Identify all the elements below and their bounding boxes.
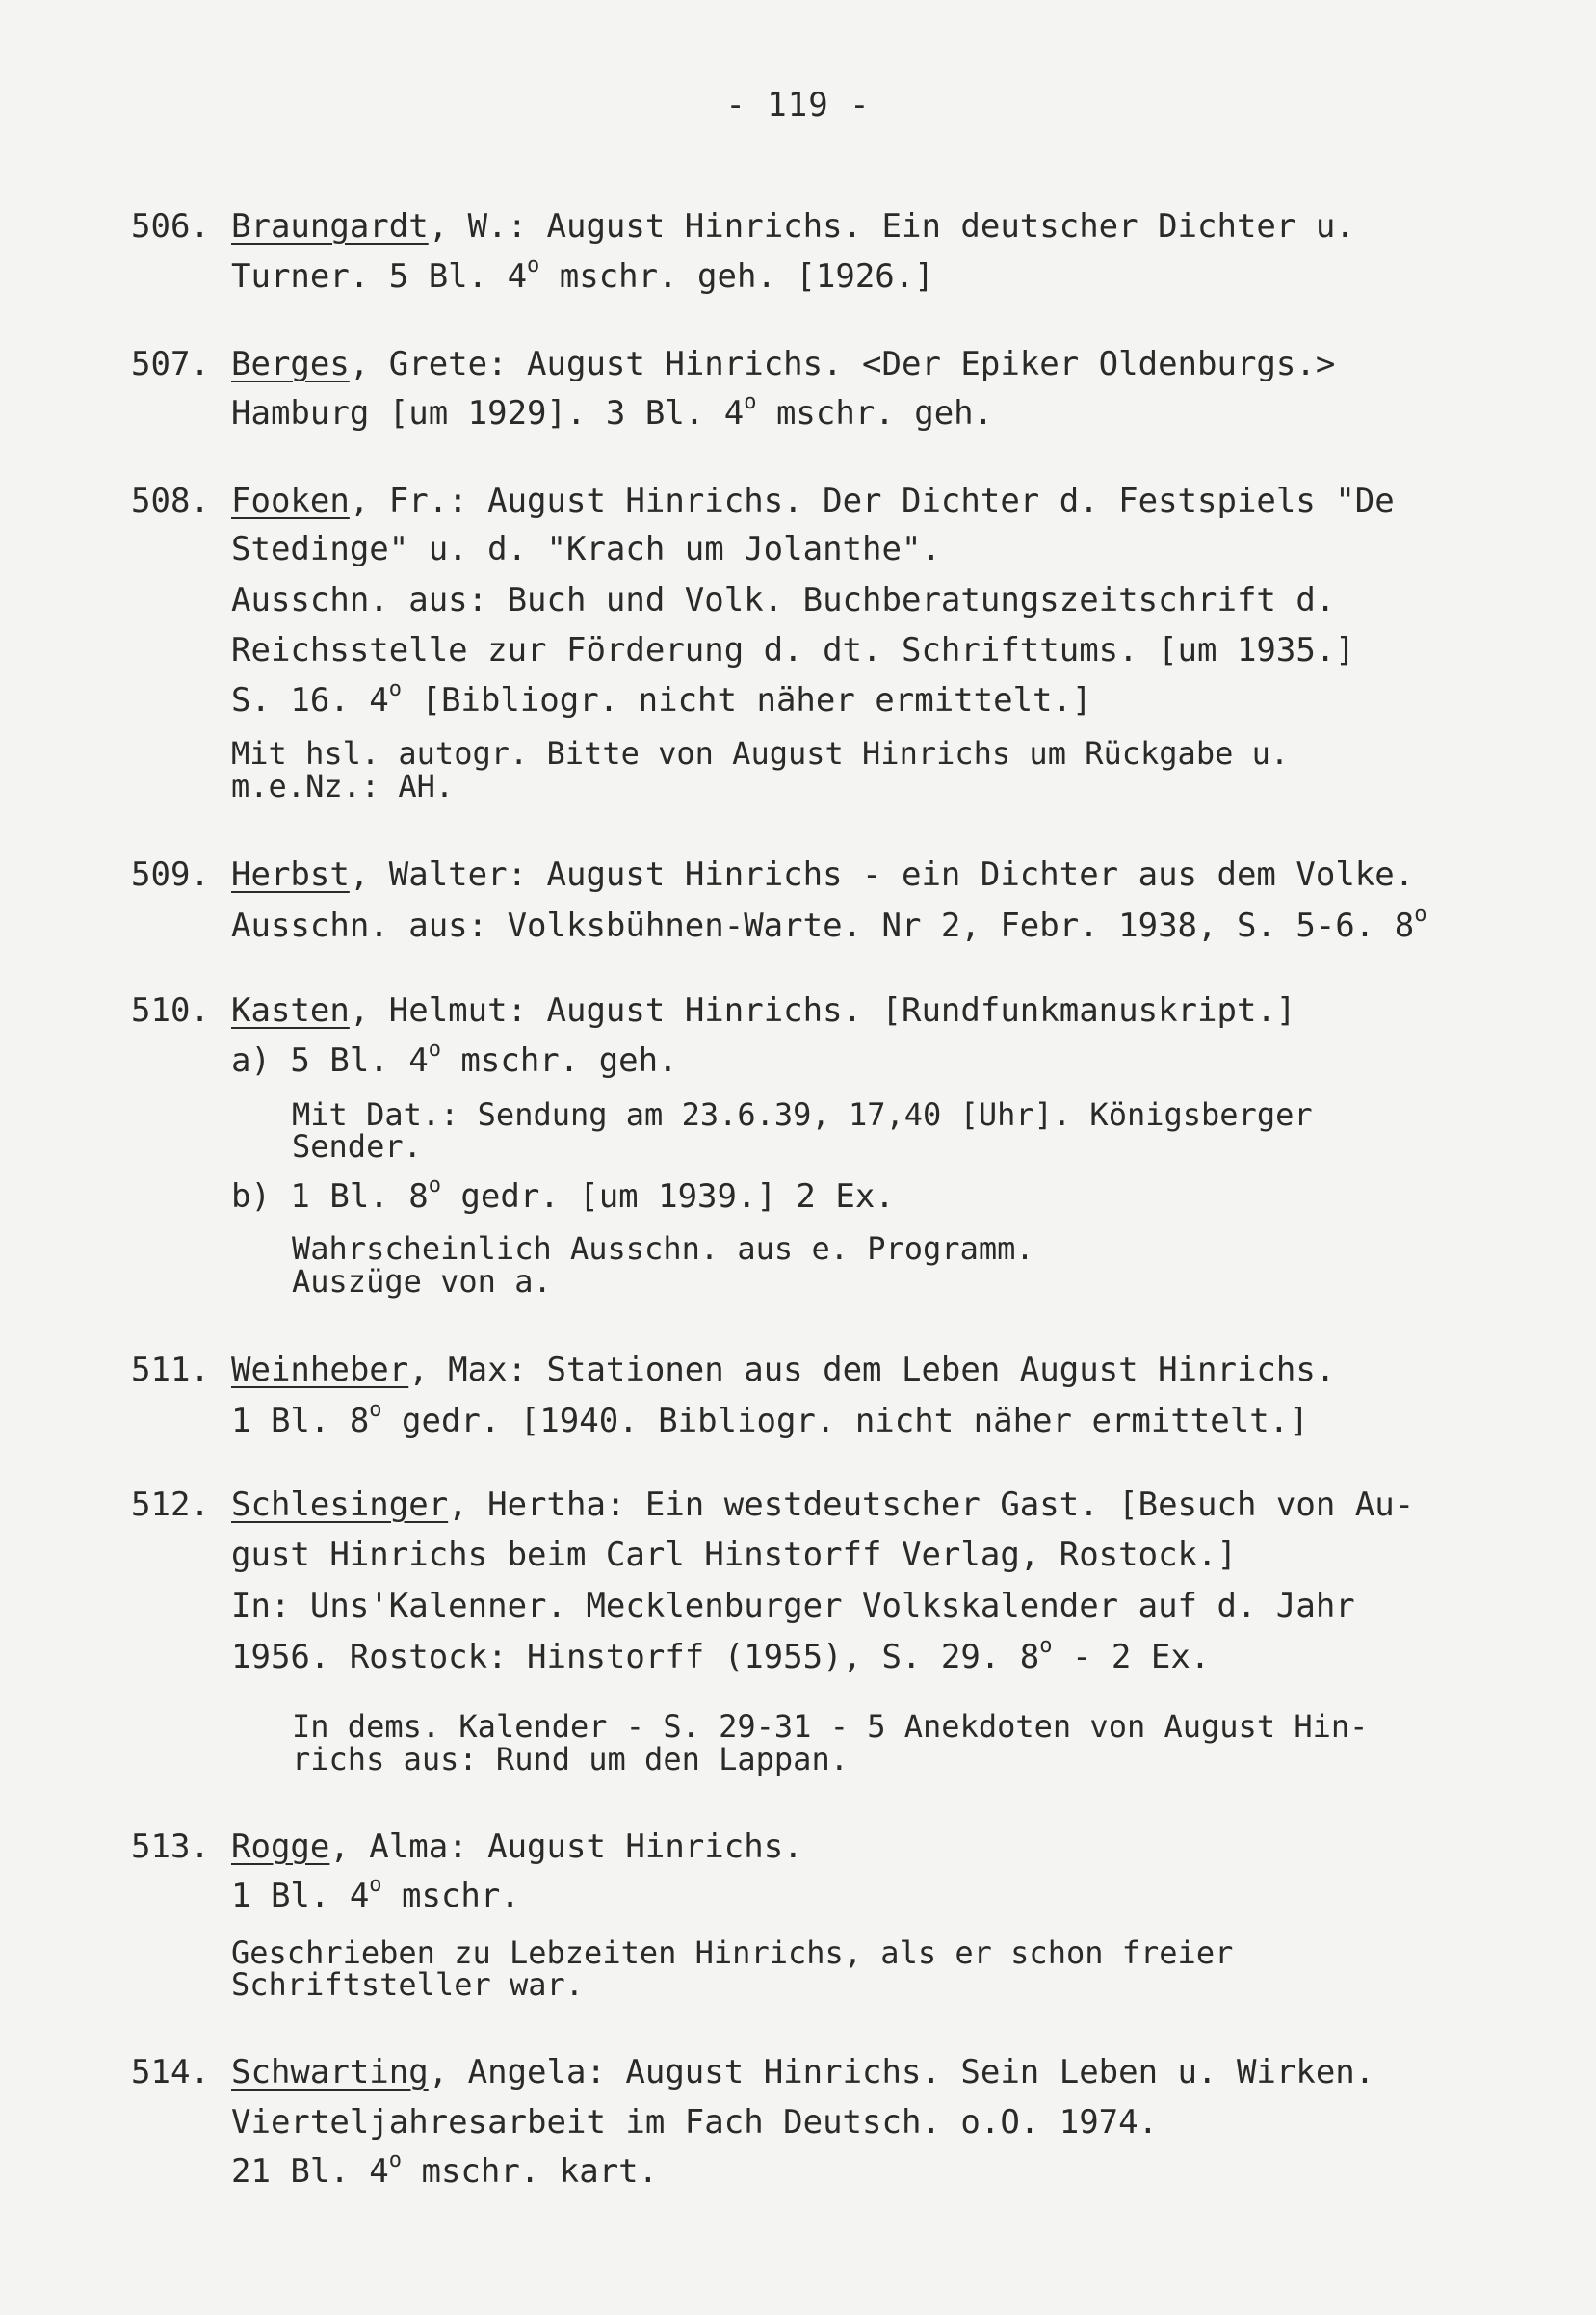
entry-number: 508.	[131, 482, 210, 520]
entry-line: Schlesinger, Hertha: Ein westdeutscher Gast. [Besuch von Au-	[231, 1486, 1415, 1524]
author-name: Herbst	[231, 855, 350, 894]
entry-line: Fooken, Fr.: August Hinrichs. Der Dichter d. Festspiels "De	[231, 482, 1395, 520]
entry-line: Berges, Grete: August Hinrichs. <Der Epiker Oldenburgs.>	[231, 345, 1336, 383]
entry-line: S. 16. 4$^o$ [Bibliogr. nicht näher ermittelt.]	[231, 676, 1092, 720]
entry-line: 1 Bl. 4$^o$ mschr.	[231, 1872, 520, 1915]
entry-number: 511.	[131, 1351, 210, 1389]
entry-note: richs aus: Rund um den Lappan.	[292, 1741, 849, 1777]
entry-line: Kasten, Helmut: August Hinrichs. [Rundfunkmanuskript.]	[231, 991, 1296, 1030]
author-name: Weinheber	[231, 1351, 409, 1389]
author-name: Braungardt	[231, 207, 429, 246]
entry-line: In: Uns'Kalenner. Mecklenburger Volkskalender auf d. Jahr	[231, 1587, 1355, 1625]
entry-note: Auszüge von a.	[292, 1263, 552, 1300]
entry-line: 1956. Rostock: Hinstorff (1955), S. 29. 8$^o$ - 2 Ex.	[231, 1633, 1211, 1676]
entry-line: 21 Bl. 4$^o$ mschr. kart.	[231, 2147, 659, 2191]
entry-line: m.e.Nz.: AH.	[231, 768, 455, 804]
entry-line: gust Hinrichs beim Carl Hinstorff Verlag, Rostock.]	[231, 1536, 1237, 1574]
entry-number: 512.	[131, 1486, 210, 1524]
entry-line: Geschrieben zu Lebzeiten Hinrichs, als er schon freier	[231, 1934, 1234, 1971]
entry-line: 1 Bl. 8$^o$ gedr. [1940. Bibliogr. nicht näher ermittelt.]	[231, 1397, 1309, 1440]
entry-line: Braungardt, W.: August Hinrichs. Ein deutscher Dichter u.	[231, 207, 1355, 246]
entry-line: Ausschn. aus: Volksbühnen-Warte. Nr 2, Febr. 1938, S. 5-6. 8$^o$	[231, 902, 1427, 945]
entry-line: Rogge, Alma: August Hinrichs.	[231, 1828, 803, 1866]
entry-line: Schriftsteller war.	[231, 1966, 585, 2003]
entry-note: In dems. Kalender - S. 29-31 - 5 Anekdoten von August Hin-	[292, 1708, 1369, 1745]
entry-line: a) 5 Bl. 4$^o$ mschr. geh.	[231, 1037, 678, 1080]
entry-line: b) 1 Bl. 8$^o$ gedr. [um 1939.] 2 Ex.	[231, 1172, 895, 1216]
entry-number: 514.	[131, 2053, 210, 2091]
author-name: Kasten	[231, 991, 350, 1030]
entry-number: 506.	[131, 207, 210, 246]
entry-line: Turner. 5 Bl. 4$^o$ mschr. geh. [1926.]	[231, 252, 934, 296]
page-number: - 119 -	[725, 86, 871, 124]
entry-number: 510.	[131, 991, 210, 1030]
author-name: Fooken	[231, 482, 350, 520]
entry-line: Hamburg [um 1929]. 3 Bl. 4$^o$ mschr. geh.	[231, 389, 994, 433]
entry-number: 513.	[131, 1828, 210, 1866]
author-name: Rogge	[231, 1828, 330, 1866]
entry-line: Stedinge" u. d. "Krach um Jolanthe".	[231, 530, 941, 568]
entry-line: Schwarting, Angela: August Hinrichs. Sein Leben u. Wirken.	[231, 2053, 1375, 2091]
entry-note: Wahrscheinlich Ausschn. aus e. Programm.	[292, 1230, 1034, 1267]
author-name: Schwarting	[231, 2053, 429, 2091]
entry-number: 507.	[131, 345, 210, 383]
entry-line: Weinheber, Max: Stationen aus dem Leben August Hinrichs.	[231, 1351, 1336, 1389]
entry-line: Ausschn. aus: Buch und Volk. Buchberatungszeitschrift d.	[231, 581, 1336, 619]
entry-note: Mit Dat.: Sendung am 23.6.39, 17,40 [Uhr]. Königsberger	[292, 1096, 1313, 1133]
entry-line: Reichsstelle zur Förderung d. dt. Schrifttums. [um 1935.]	[231, 631, 1355, 670]
author-name: Berges	[231, 345, 350, 383]
entry-line: Vierteljahresarbeit im Fach Deutsch. o.O. 1974.	[231, 2103, 1159, 2142]
entry-note: Sender.	[292, 1128, 422, 1165]
entry-line: Mit hsl. autogr. Bitte von August Hinrichs um Rückgabe u.	[231, 735, 1290, 772]
author-name: Schlesinger	[231, 1486, 449, 1524]
entry-number: 509.	[131, 855, 210, 894]
entry-line: Herbst, Walter: August Hinrichs - ein Dichter aus dem Volke.	[231, 855, 1415, 894]
